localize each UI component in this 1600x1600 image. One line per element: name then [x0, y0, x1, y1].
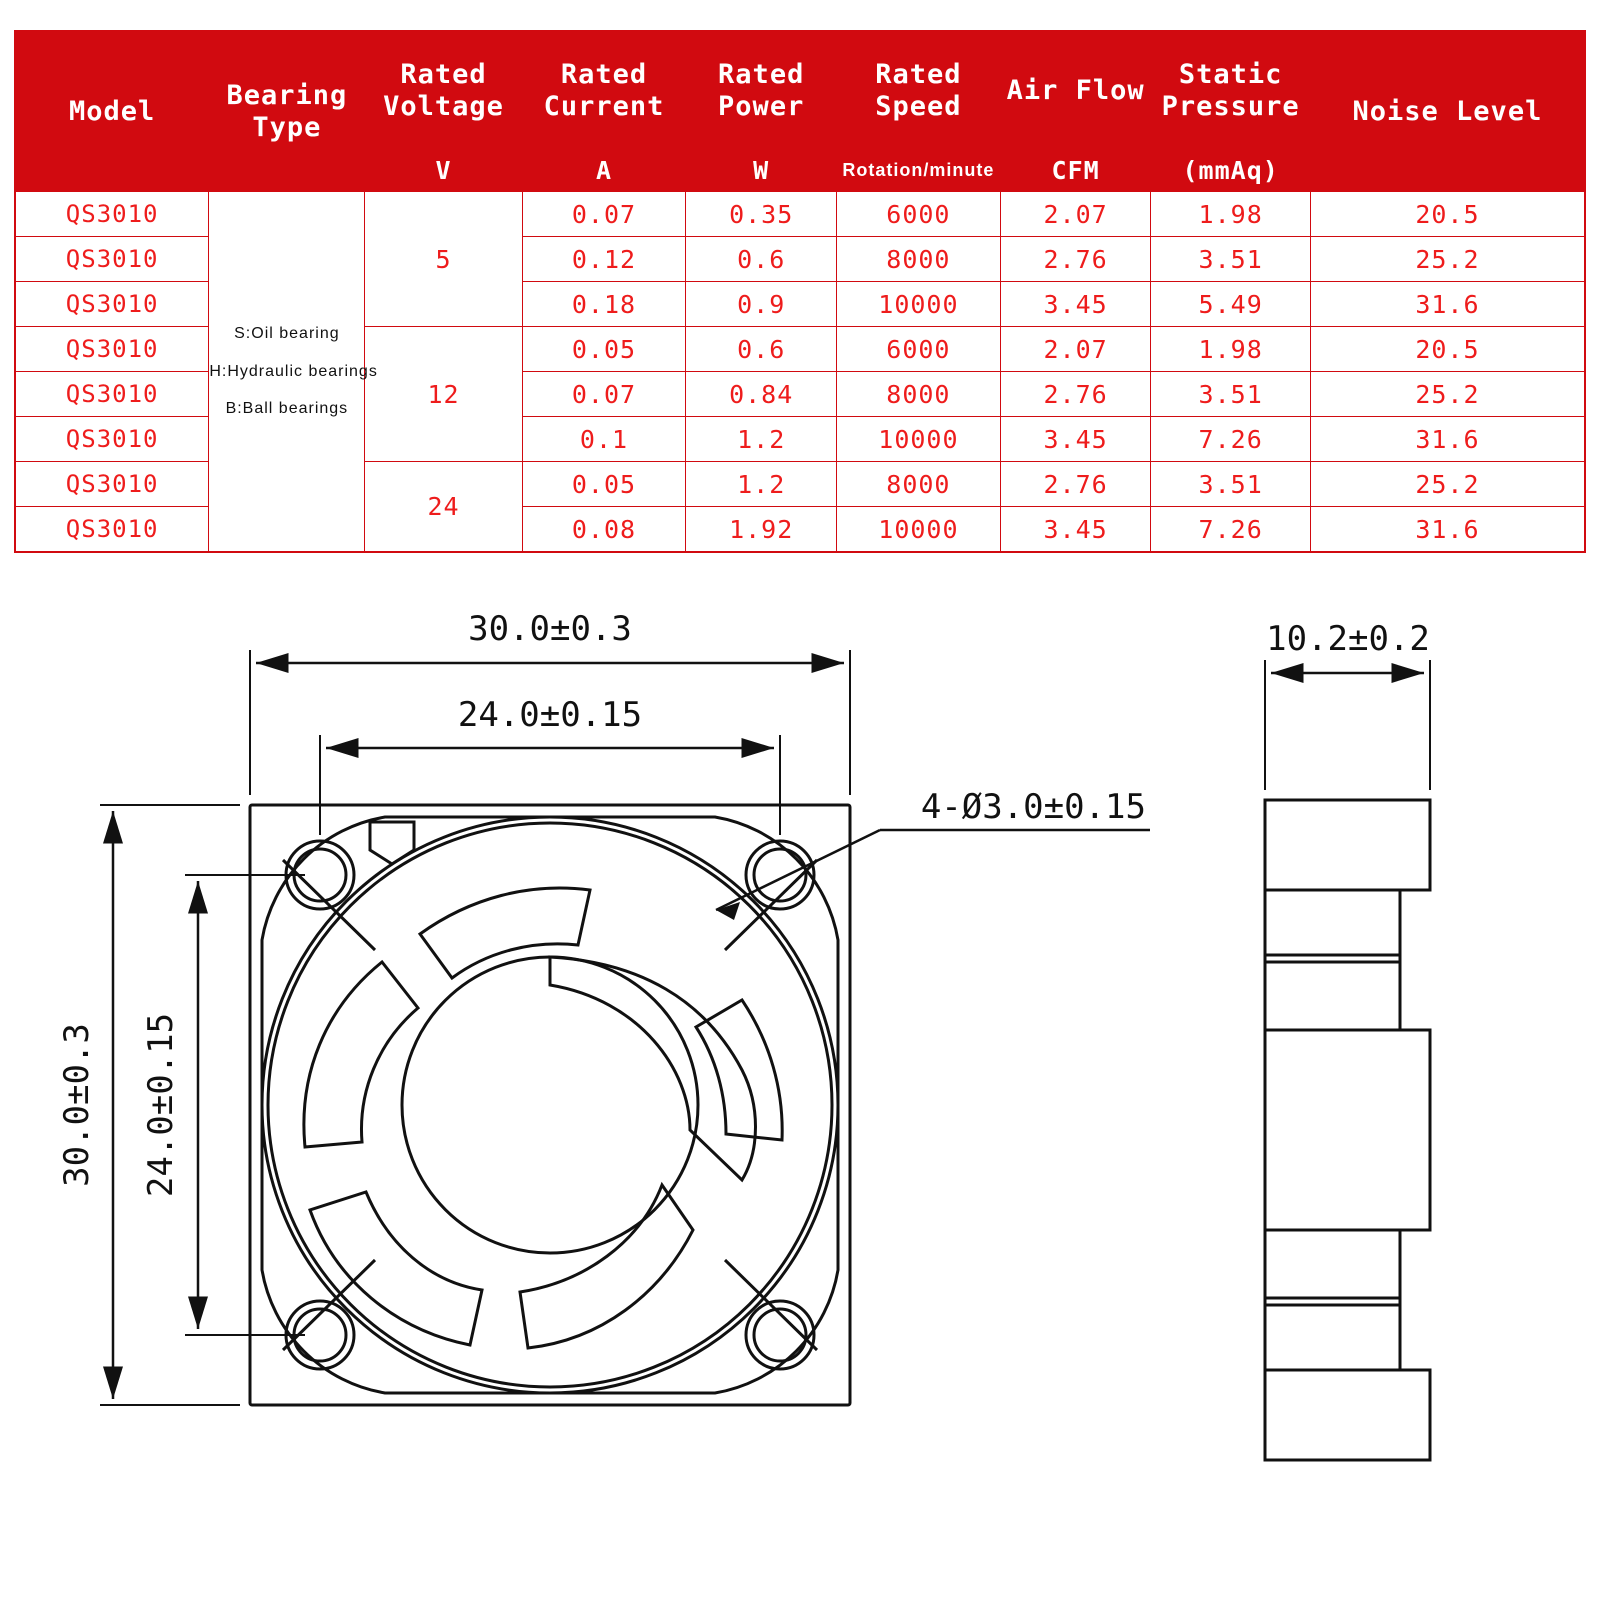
- cell-speed: 10000: [837, 507, 1001, 553]
- table-body: [15, 192, 1585, 553]
- cell-bearing-type: [209, 192, 378, 553]
- fan-hub: [402, 957, 698, 1253]
- dim-thickness-10-2: [1265, 619, 1430, 790]
- bearing-note-oil: S:Oil bearing: [234, 325, 340, 343]
- dim-label-height: 30.0±0.3: [57, 1023, 97, 1187]
- front-view: [57, 609, 1150, 1405]
- cell-model: QS3010: [15, 192, 209, 237]
- cell-model: QS3010: [15, 372, 209, 417]
- cell-model: QS3010: [15, 237, 209, 282]
- cell-airflow: 2.76: [1000, 372, 1151, 417]
- col-header-model: Model: [15, 31, 209, 192]
- unit-current: A: [522, 151, 686, 192]
- col-header-static-pressure: Static Pressure: [1151, 31, 1310, 151]
- cell-noise: 31.6: [1310, 417, 1585, 462]
- cell-pressure: 3.51: [1151, 372, 1310, 417]
- cell-noise: 20.5: [1310, 327, 1585, 372]
- dim-hole-pitch-side-24: [141, 875, 305, 1335]
- unit-speed: Rotation/minute: [837, 151, 1001, 192]
- cell-airflow: 2.07: [1000, 192, 1151, 237]
- unit-voltage: V: [365, 151, 522, 192]
- cell-power: 0.9: [686, 282, 837, 327]
- technical-drawing: [0, 530, 1600, 1600]
- cell-speed: 8000: [837, 237, 1001, 282]
- bearing-note-ball: B:Ball bearings: [225, 400, 349, 418]
- cell-pressure: 1.98: [1151, 192, 1310, 237]
- dim-label-hole-pitch-side: 24.0±0.15: [141, 1012, 181, 1198]
- cell-current: 0.18: [522, 282, 686, 327]
- cell-power: 1.92: [686, 507, 837, 553]
- table-row: [15, 192, 1585, 237]
- cell-speed: 8000: [837, 462, 1001, 507]
- table-header-row: [15, 31, 1585, 151]
- fan-spec-table: [14, 30, 1586, 553]
- cell-airflow: 2.76: [1000, 237, 1151, 282]
- cell-airflow: 3.45: [1000, 282, 1151, 327]
- cell-model: QS3010: [15, 282, 209, 327]
- col-header-rated-power: Rated Power: [686, 31, 837, 151]
- spec-table-container: [14, 30, 1586, 553]
- cell-speed: 6000: [837, 192, 1001, 237]
- cell-model: QS3010: [15, 327, 209, 372]
- mounting-holes: [286, 841, 814, 1369]
- cell-noise: 25.2: [1310, 372, 1585, 417]
- cell-noise: 25.2: [1310, 237, 1585, 282]
- dim-label-hole-pitch-top: 24.0±0.15: [457, 695, 643, 735]
- cell-airflow: 3.45: [1000, 507, 1151, 553]
- col-header-air-flow: Air Flow: [1000, 31, 1151, 151]
- dim-label-thickness: 10.2±0.2: [1266, 619, 1430, 659]
- cell-power: 1.2: [686, 417, 837, 462]
- cell-speed: 10000: [837, 417, 1001, 462]
- bearing-note-hydraulic: H:Hydraulic bearings: [209, 362, 378, 380]
- cell-model: QS3010: [15, 507, 209, 553]
- unit-airflow: CFM: [1000, 151, 1151, 192]
- col-header-rated-current: Rated Current: [522, 31, 686, 151]
- cell-power: 1.2: [686, 462, 837, 507]
- cell-pressure: 3.51: [1151, 462, 1310, 507]
- cell-speed: 6000: [837, 327, 1001, 372]
- cell-speed: 8000: [837, 372, 1001, 417]
- cell-current: 0.08: [522, 507, 686, 553]
- col-header-noise-level: Noise Level: [1310, 31, 1585, 192]
- cell-current: 0.12: [522, 237, 686, 282]
- side-view: [1265, 619, 1430, 1460]
- dim-hole-pitch-top-24: [320, 695, 780, 835]
- unit-pressure: (mmAq): [1151, 151, 1310, 192]
- dim-label-width: 30.0±0.3: [468, 609, 632, 649]
- cell-pressure: 7.26: [1151, 417, 1310, 462]
- cell-pressure: 7.26: [1151, 507, 1310, 553]
- cell-current: 0.07: [522, 372, 686, 417]
- cell-noise: 20.5: [1310, 192, 1585, 237]
- cell-airflow: 3.45: [1000, 417, 1151, 462]
- cell-current: 0.07: [522, 192, 686, 237]
- col-header-rated-voltage: Rated Voltage: [365, 31, 522, 151]
- cell-current: 0.05: [522, 462, 686, 507]
- cell-voltage-group-5: 5: [365, 192, 522, 327]
- cell-noise: 31.6: [1310, 282, 1585, 327]
- cell-airflow: 2.07: [1000, 327, 1151, 372]
- side-profile: [1265, 800, 1430, 1460]
- col-header-rated-speed: Rated Speed: [837, 31, 1001, 151]
- cell-power: 0.35: [686, 192, 837, 237]
- cell-pressure: 5.49: [1151, 282, 1310, 327]
- cell-pressure: 1.98: [1151, 327, 1310, 372]
- cell-current: 0.1: [522, 417, 686, 462]
- cell-model: QS3010: [15, 462, 209, 507]
- cell-model: QS3010: [15, 417, 209, 462]
- cell-pressure: 3.51: [1151, 237, 1310, 282]
- cell-noise: 25.2: [1310, 462, 1585, 507]
- fan-frame-inner: [262, 817, 838, 1393]
- frame-notch: [370, 822, 414, 864]
- fan-housing-outline: [250, 805, 850, 1405]
- dim-label-hole-callout: 4-Ø3.0±0.15: [920, 787, 1146, 827]
- cell-power: 0.6: [686, 327, 837, 372]
- cell-current: 0.05: [522, 327, 686, 372]
- unit-power: W: [686, 151, 837, 192]
- cell-noise: 31.6: [1310, 507, 1585, 553]
- cell-voltage-group-12: 12: [365, 327, 522, 462]
- cell-airflow: 2.76: [1000, 462, 1151, 507]
- cell-speed: 10000: [837, 282, 1001, 327]
- col-header-bearing-type: Bearing Type: [209, 31, 365, 192]
- cell-power: 0.84: [686, 372, 837, 417]
- cell-voltage-group-24: 24: [365, 462, 522, 553]
- cell-power: 0.6: [686, 237, 837, 282]
